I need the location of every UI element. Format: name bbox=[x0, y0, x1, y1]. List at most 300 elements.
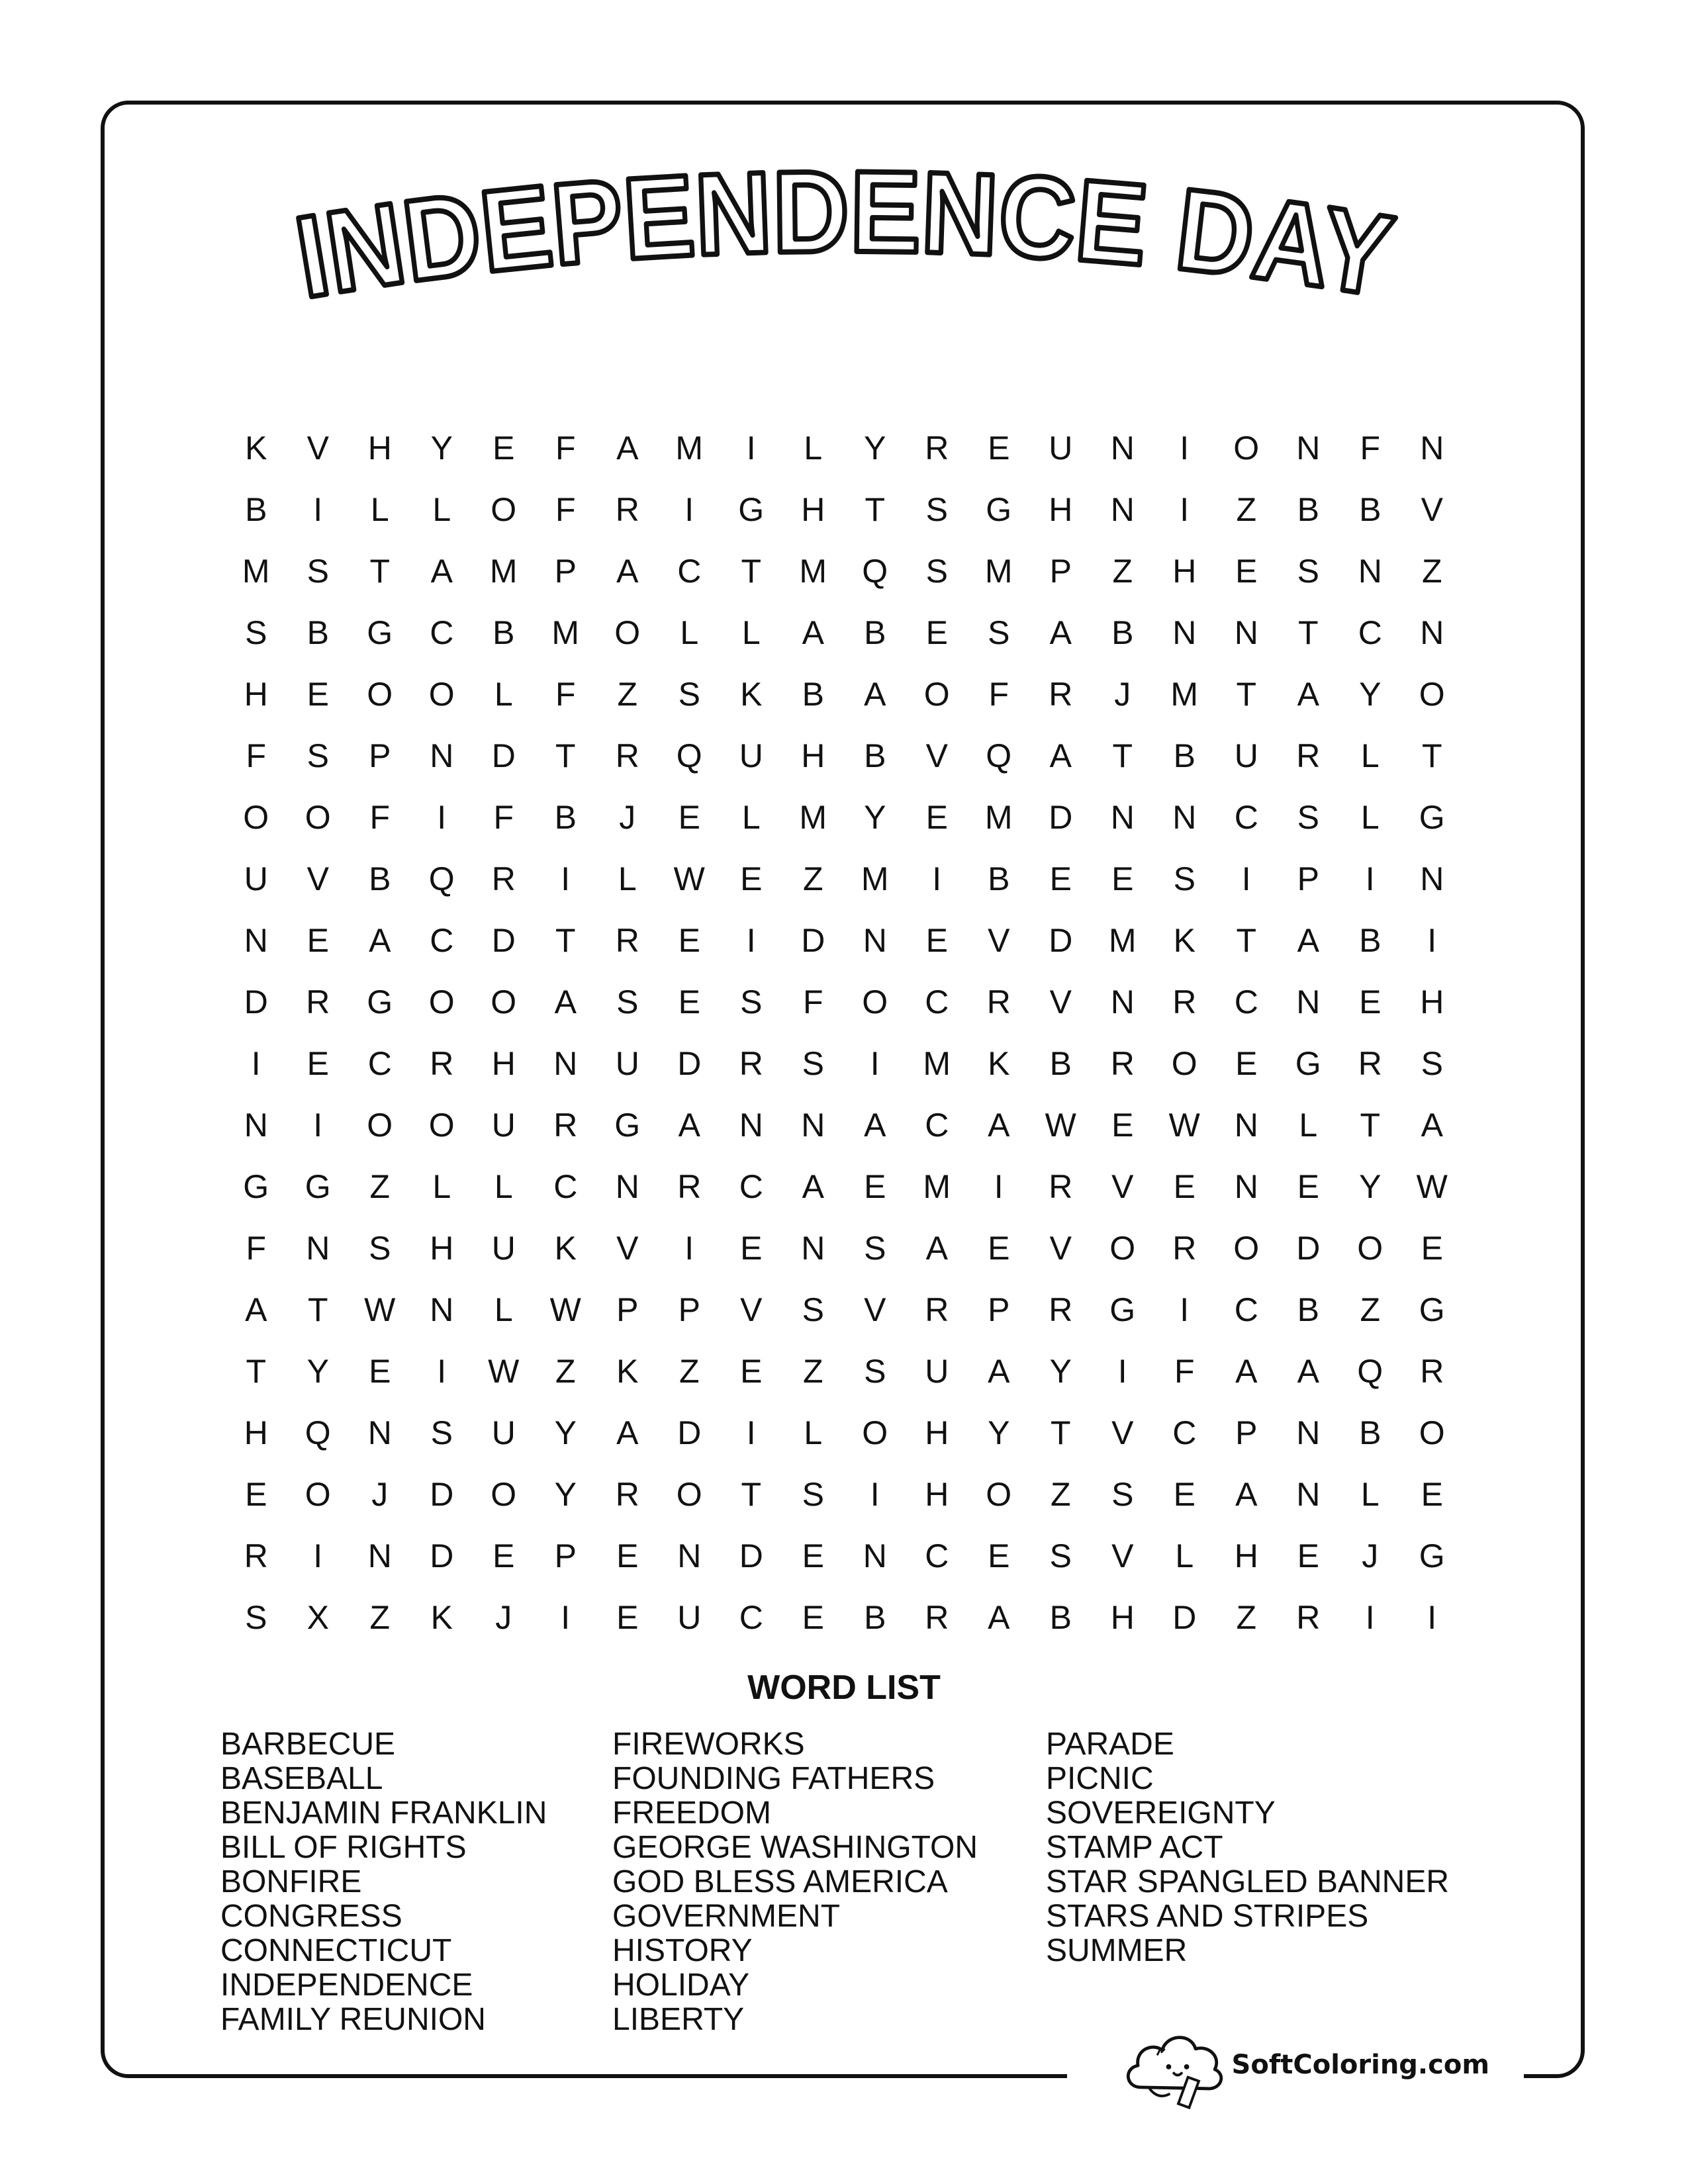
grid-letter: H bbox=[1172, 552, 1197, 590]
grid-letter: L bbox=[680, 614, 699, 651]
grid-letter: E bbox=[245, 1475, 267, 1513]
grid-letter: O bbox=[491, 1475, 517, 1513]
grid-letter: A bbox=[616, 429, 639, 467]
grid-letter: N bbox=[863, 921, 887, 959]
grid-letter: B bbox=[1359, 921, 1382, 959]
grid-letter: O bbox=[1109, 1229, 1136, 1267]
grid-letter: D bbox=[430, 1475, 454, 1513]
grid-letter: M bbox=[861, 860, 889, 897]
grid-letter: A bbox=[616, 552, 639, 590]
grid-row bbox=[225, 848, 1463, 909]
word-list-item: STAMP ACT bbox=[1046, 1830, 1223, 1865]
grid-letter: N bbox=[1420, 614, 1444, 651]
grid-letter: N bbox=[1296, 1414, 1321, 1451]
grid-letter: V bbox=[306, 860, 329, 897]
grid-letter: T bbox=[1236, 675, 1257, 713]
grid-letter: C bbox=[1172, 1414, 1197, 1451]
grid-letter: H bbox=[1110, 1598, 1135, 1636]
grid-letter: N bbox=[863, 1537, 887, 1574]
grid-letter: R bbox=[491, 860, 516, 897]
grid-letter: L bbox=[804, 429, 823, 467]
grid-letter: R bbox=[615, 737, 639, 774]
grid-letter: A bbox=[1049, 737, 1072, 774]
word-list-item: GEORGE WASHINGTON bbox=[612, 1830, 978, 1865]
grid-letter: N bbox=[1420, 860, 1444, 897]
grid-letter: E bbox=[1235, 1044, 1258, 1082]
grid-letter: R bbox=[1110, 1044, 1135, 1082]
grid-letter: G bbox=[367, 983, 393, 1021]
grid-letter: E bbox=[1235, 552, 1258, 590]
grid-letter: N bbox=[1110, 429, 1135, 467]
grid-letter: M bbox=[799, 552, 827, 590]
grid-letter: N bbox=[1296, 1475, 1321, 1513]
grid-letter: E bbox=[925, 614, 948, 651]
grid-letter: R bbox=[1049, 675, 1073, 713]
grid-letter: H bbox=[1420, 983, 1444, 1021]
grid-letter: S bbox=[430, 1414, 453, 1451]
grid-letter: S bbox=[678, 675, 700, 713]
grid-letter: B bbox=[369, 860, 391, 897]
grid-letter: C bbox=[1234, 983, 1258, 1021]
grid-letter: I bbox=[932, 860, 942, 897]
grid-letter: D bbox=[1049, 921, 1073, 959]
grid-letter: A bbox=[1297, 675, 1319, 713]
grid-letter: E bbox=[1173, 1475, 1196, 1513]
grid-letter: F bbox=[1360, 429, 1381, 467]
grid-letter: I bbox=[684, 490, 694, 528]
word-list-item: STAR SPANGLED BANNER bbox=[1046, 1864, 1450, 1899]
grid-letter: N bbox=[553, 1044, 578, 1082]
grid-letter: W bbox=[1045, 1106, 1076, 1144]
grid-row bbox=[225, 971, 1463, 1032]
word-list-item: STARS AND STRIPES bbox=[1046, 1899, 1369, 1934]
grid-letter: S bbox=[925, 490, 948, 528]
grid-letter: L bbox=[1360, 798, 1380, 836]
grid-letter: D bbox=[430, 1537, 454, 1574]
grid-letter: P bbox=[616, 1291, 639, 1328]
grid-row bbox=[225, 602, 1463, 663]
grid-letter: B bbox=[554, 798, 577, 836]
grid-letter: V bbox=[1111, 1167, 1134, 1205]
grid-letter: N bbox=[615, 1167, 639, 1205]
grid-letter: J bbox=[1362, 1537, 1379, 1574]
grid-letter: G bbox=[367, 614, 393, 651]
grid-letter: K bbox=[245, 429, 267, 467]
grid-letter: N bbox=[1172, 614, 1197, 651]
grid-letter: L bbox=[1175, 1537, 1194, 1574]
grid-letter: H bbox=[430, 1229, 454, 1267]
grid-letter: I bbox=[746, 921, 756, 959]
grid-letter: L bbox=[432, 1167, 451, 1205]
grid-letter: O bbox=[367, 1106, 393, 1144]
grid-letter: T bbox=[1050, 1414, 1071, 1451]
grid-letter: H bbox=[1049, 490, 1073, 528]
grid-letter: U bbox=[739, 737, 763, 774]
grid-letter: G bbox=[986, 490, 1012, 528]
grid-letter: B bbox=[864, 737, 886, 774]
grid-letter: O bbox=[367, 675, 393, 713]
grid-letter: Y bbox=[1049, 1352, 1072, 1390]
grid-letter: Z bbox=[1421, 552, 1442, 590]
word-list-item: SUMMER bbox=[1046, 1933, 1188, 1968]
grid-letter: M bbox=[799, 798, 827, 836]
grid-letter: B bbox=[1297, 490, 1319, 528]
grid-letter: G bbox=[305, 1167, 331, 1205]
grid-letter: V bbox=[1049, 1229, 1072, 1267]
grid-letter: N bbox=[244, 921, 268, 959]
grid-letter: W bbox=[364, 1291, 396, 1328]
grid-letter: E bbox=[1173, 1167, 1196, 1205]
grid-letter: C bbox=[430, 614, 454, 651]
word-list-item: PICNIC bbox=[1046, 1761, 1154, 1796]
grid-letter: Z bbox=[679, 1352, 700, 1390]
grid-letter: D bbox=[491, 921, 516, 959]
grid-letter: M bbox=[675, 429, 704, 467]
grid-letter: D bbox=[244, 983, 268, 1021]
grid-letter: R bbox=[1296, 737, 1321, 774]
grid-letter: K bbox=[554, 1229, 577, 1267]
grid-letter: H bbox=[244, 1414, 268, 1451]
grid-letter: I bbox=[1180, 429, 1190, 467]
word-list-item: LIBERTY bbox=[612, 2002, 745, 2037]
word-list-item: CONNECTICUT bbox=[220, 1933, 452, 1968]
grid-letter: N bbox=[1420, 429, 1444, 467]
grid-letter: O bbox=[243, 798, 269, 836]
grid-letter: O bbox=[1357, 1229, 1383, 1267]
grid-letter: F bbox=[988, 675, 1009, 713]
grid-letter: I bbox=[313, 1537, 323, 1574]
grid-letter: Y bbox=[988, 1414, 1010, 1451]
grid-letter: Z bbox=[617, 675, 638, 713]
cloud-pencil-mascot-icon bbox=[1119, 2015, 1228, 2115]
grid-letter: M bbox=[551, 614, 580, 651]
grid-letter: G bbox=[738, 490, 765, 528]
grid-letter: E bbox=[306, 1044, 329, 1082]
grid-letter: T bbox=[741, 1475, 762, 1513]
grid-letter: L bbox=[432, 490, 451, 528]
grid-letter: Z bbox=[1050, 1475, 1071, 1513]
grid-letter: D bbox=[1049, 798, 1073, 836]
svg-text:INDEPENDENCE DAY bbox=[287, 147, 1408, 323]
grid-letter: N bbox=[801, 1229, 825, 1267]
grid-letter: D bbox=[739, 1537, 763, 1574]
grid-letter: G bbox=[1419, 1291, 1445, 1328]
grid-letter: R bbox=[1049, 1291, 1073, 1328]
grid-letter: O bbox=[305, 798, 331, 836]
grid-letter: N bbox=[367, 1414, 392, 1451]
grid-letter: T bbox=[1360, 1106, 1381, 1144]
grid-letter: V bbox=[1421, 490, 1443, 528]
grid-letter: I bbox=[1427, 921, 1437, 959]
grid-letter: A bbox=[988, 1352, 1010, 1390]
word-list-item: HOLIDAY bbox=[612, 1968, 750, 2003]
grid-letter: N bbox=[367, 1537, 392, 1574]
grid-letter: U bbox=[491, 1106, 516, 1144]
grid-letter: E bbox=[1421, 1475, 1443, 1513]
grid-letter: I bbox=[1365, 860, 1375, 897]
grid-row bbox=[225, 663, 1463, 725]
grid-letter: Y bbox=[1359, 1167, 1382, 1205]
grid-letter: S bbox=[864, 1229, 886, 1267]
grid-letter: M bbox=[1108, 921, 1137, 959]
grid-letter: S bbox=[306, 552, 329, 590]
word-list-title: WORD LIST bbox=[747, 1668, 941, 1707]
grid-row bbox=[225, 1340, 1463, 1402]
grid-letter: S bbox=[740, 983, 763, 1021]
grid-row bbox=[225, 1279, 1463, 1340]
grid-letter: C bbox=[1234, 798, 1258, 836]
grid-letter: P bbox=[1297, 860, 1319, 897]
grid-letter: E bbox=[492, 1537, 515, 1574]
grid-letter: F bbox=[1174, 1352, 1195, 1390]
grid-letter: R bbox=[1172, 1229, 1197, 1267]
grid-letter: N bbox=[430, 737, 454, 774]
grid-letter: C bbox=[739, 1167, 763, 1205]
grid-letter: F bbox=[369, 798, 391, 836]
grid-letter: E bbox=[988, 1537, 1010, 1574]
grid-letter: B bbox=[1297, 1291, 1319, 1328]
grid-letter: E bbox=[616, 1598, 639, 1636]
grid-letter: G bbox=[243, 1167, 269, 1205]
grid-letter: E bbox=[1297, 1537, 1319, 1574]
grid-letter: K bbox=[616, 1352, 639, 1390]
grid-row bbox=[225, 786, 1463, 848]
grid-letter: R bbox=[677, 1167, 702, 1205]
grid-letter: D bbox=[801, 921, 825, 959]
grid-letter: H bbox=[801, 490, 825, 528]
grid-letter: R bbox=[306, 983, 330, 1021]
grid-letter: O bbox=[862, 1414, 888, 1451]
grid-letter: C bbox=[925, 1106, 949, 1144]
grid-letter: L bbox=[494, 1291, 513, 1328]
grid-letter: Y bbox=[1359, 675, 1382, 713]
grid-row bbox=[225, 909, 1463, 971]
grid-letter: B bbox=[1049, 1044, 1072, 1082]
grid-letter: L bbox=[370, 490, 389, 528]
grid-row bbox=[225, 1094, 1463, 1156]
grid-letter: Z bbox=[1236, 490, 1257, 528]
word-list-item: PARADE bbox=[1046, 1727, 1174, 1762]
grid-letter: E bbox=[1111, 1106, 1134, 1144]
grid-letter: G bbox=[1295, 1044, 1321, 1082]
grid-letter: E bbox=[864, 1167, 886, 1205]
grid-letter: M bbox=[984, 552, 1013, 590]
grid-letter: R bbox=[430, 1044, 454, 1082]
grid-letter: S bbox=[306, 737, 329, 774]
grid-letter: L bbox=[1299, 1106, 1318, 1144]
word-list-item: BARBECUE bbox=[220, 1727, 396, 1762]
grid-letter: J bbox=[495, 1598, 512, 1636]
grid-letter: R bbox=[739, 1044, 763, 1082]
grid-letter: P bbox=[1049, 552, 1072, 590]
grid-row bbox=[225, 1402, 1463, 1463]
brand-logo bbox=[1119, 2015, 1489, 2115]
grid-letter: Z bbox=[1112, 552, 1133, 590]
grid-letter: I bbox=[251, 1044, 261, 1082]
grid-letter: W bbox=[673, 860, 705, 897]
grid-letter: G bbox=[1419, 798, 1445, 836]
grid-letter: N bbox=[801, 1106, 825, 1144]
word-list-item: BONFIRE bbox=[220, 1864, 362, 1899]
grid-letter: A bbox=[1297, 1352, 1319, 1390]
grid-letter: P bbox=[554, 1537, 577, 1574]
grid-letter: R bbox=[553, 1106, 578, 1144]
grid-letter: A bbox=[1049, 614, 1072, 651]
word-list-item: INDEPENDENCE bbox=[220, 1968, 473, 2003]
grid-letter: C bbox=[739, 1598, 763, 1636]
grid-letter: P bbox=[369, 737, 391, 774]
grid-letter: L bbox=[494, 1167, 513, 1205]
grid-letter: P bbox=[554, 552, 577, 590]
grid-letter: M bbox=[984, 798, 1013, 836]
grid-letter: Q bbox=[862, 552, 888, 590]
grid-letter: I bbox=[1241, 860, 1251, 897]
grid-letter: C bbox=[1234, 1291, 1258, 1328]
grid-letter: J bbox=[1114, 675, 1131, 713]
grid-letter: R bbox=[925, 429, 949, 467]
grid-letter: H bbox=[367, 429, 392, 467]
grid-letter: C bbox=[553, 1167, 578, 1205]
grid-letter: I bbox=[1180, 490, 1190, 528]
grid-letter: Q bbox=[676, 737, 702, 774]
grid-letter: P bbox=[1235, 1414, 1258, 1451]
grid-letter: I bbox=[561, 1598, 571, 1636]
grid-letter: V bbox=[306, 429, 329, 467]
grid-letter: I bbox=[870, 1475, 880, 1513]
grid-letter: V bbox=[925, 737, 948, 774]
grid-letter: N bbox=[1110, 798, 1135, 836]
grid-letter: I bbox=[1180, 1291, 1190, 1328]
grid-letter: F bbox=[555, 490, 576, 528]
grid-letter: Y bbox=[430, 429, 453, 467]
grid-letter: O bbox=[1233, 429, 1260, 467]
grid-letter: Y bbox=[554, 1414, 577, 1451]
grid-letter: D bbox=[677, 1414, 702, 1451]
grid-letter: N bbox=[677, 1537, 702, 1574]
grid-row bbox=[225, 1032, 1463, 1094]
word-list-item: BENJAMIN FRANKLIN bbox=[220, 1796, 547, 1831]
grid-letter: E bbox=[1297, 1167, 1319, 1205]
grid-letter: U bbox=[677, 1598, 702, 1636]
grid-letter: L bbox=[494, 675, 513, 713]
grid-letter: W bbox=[488, 1352, 520, 1390]
word-list-item: SOVEREIGNTY bbox=[1046, 1796, 1276, 1831]
grid-letter: S bbox=[1111, 1475, 1134, 1513]
grid-letter: O bbox=[428, 983, 455, 1021]
grid-letter: Z bbox=[369, 1167, 391, 1205]
grid-letter: B bbox=[306, 614, 329, 651]
grid-letter: W bbox=[549, 1291, 581, 1328]
grid-letter: A bbox=[1235, 1352, 1258, 1390]
grid-letter: T bbox=[555, 921, 576, 959]
grid-letter: I bbox=[437, 798, 447, 836]
grid-letter: H bbox=[925, 1475, 949, 1513]
grid-letter: R bbox=[986, 983, 1011, 1021]
grid-letter: S bbox=[245, 1598, 267, 1636]
grid-letter: E bbox=[1049, 860, 1072, 897]
grid-letter: R bbox=[1296, 1598, 1321, 1636]
grid-letter: F bbox=[555, 429, 576, 467]
word-list-item: FIREWORKS bbox=[612, 1727, 805, 1762]
grid-letter: F bbox=[493, 798, 514, 836]
grid-letter: A bbox=[1421, 1106, 1443, 1144]
grid-letter: O bbox=[1419, 1414, 1445, 1451]
grid-letter: Z bbox=[1360, 1291, 1381, 1328]
grid-letter: N bbox=[1234, 1106, 1258, 1144]
grid-letter: O bbox=[428, 1106, 455, 1144]
grid-letter: E bbox=[616, 1537, 639, 1574]
grid-letter: L bbox=[741, 614, 761, 651]
grid-letter: V bbox=[1049, 983, 1072, 1021]
grid-letter: E bbox=[988, 1229, 1010, 1267]
grid-letter: B bbox=[864, 1598, 886, 1636]
grid-letter: U bbox=[925, 1352, 949, 1390]
grid-letter: B bbox=[1111, 614, 1134, 651]
grid-letter: G bbox=[1419, 1537, 1445, 1574]
grid-letter: K bbox=[988, 1044, 1010, 1082]
grid-letter: O bbox=[491, 490, 517, 528]
grid-letter: S bbox=[802, 1044, 824, 1082]
grid-letter: B bbox=[492, 614, 515, 651]
grid-letter: N bbox=[1234, 614, 1258, 651]
grid-letter: N bbox=[1296, 429, 1321, 467]
grid-letter: N bbox=[430, 1291, 454, 1328]
grid-letter: E bbox=[925, 921, 948, 959]
grid-letter: E bbox=[492, 429, 515, 467]
grid-letter: E bbox=[1111, 860, 1134, 897]
grid-letter: E bbox=[740, 860, 763, 897]
grid-letter: H bbox=[491, 1044, 516, 1082]
word-list-item: BILL OF RIGHTS bbox=[220, 1830, 467, 1865]
grid-letter: R bbox=[1172, 983, 1197, 1021]
grid-letter: P bbox=[678, 1291, 700, 1328]
grid-letter: Q bbox=[1357, 1352, 1383, 1390]
grid-letter: S bbox=[369, 1229, 391, 1267]
grid-letter: G bbox=[1109, 1291, 1136, 1328]
grid-letter: S bbox=[802, 1291, 824, 1328]
grid-letter: M bbox=[489, 552, 518, 590]
grid-letter: A bbox=[1235, 1475, 1258, 1513]
grid-row bbox=[225, 1586, 1463, 1648]
grid-letter: V bbox=[864, 1291, 886, 1328]
grid-letter: B bbox=[1049, 1598, 1072, 1636]
grid-letter: A bbox=[988, 1106, 1010, 1144]
grid-letter: R bbox=[925, 1598, 949, 1636]
grid-letter: A bbox=[678, 1106, 700, 1144]
grid-letter: T bbox=[1112, 737, 1133, 774]
grid-letter: O bbox=[676, 1475, 702, 1513]
grid-letter: E bbox=[802, 1537, 824, 1574]
word-list-item: HISTORY bbox=[612, 1933, 753, 1968]
grid-letter: I bbox=[313, 1106, 323, 1144]
grid-letter: S bbox=[1297, 798, 1319, 836]
grid-letter: R bbox=[1049, 1167, 1073, 1205]
grid-letter: D bbox=[677, 1044, 702, 1082]
grid-letter: M bbox=[923, 1044, 951, 1082]
grid-row bbox=[225, 478, 1463, 540]
grid-letter: Q bbox=[305, 1414, 331, 1451]
page-title bbox=[287, 147, 1408, 351]
grid-letter: A bbox=[245, 1291, 267, 1328]
grid-letter: R bbox=[615, 921, 639, 959]
grid-letter: E bbox=[740, 1352, 763, 1390]
grid-letter: V bbox=[988, 921, 1010, 959]
grid-letter: A bbox=[988, 1598, 1010, 1636]
grid-letter: I bbox=[870, 1044, 880, 1082]
grid-letter: O bbox=[1419, 675, 1445, 713]
grid-letter: L bbox=[1360, 737, 1380, 774]
grid-letter: L bbox=[1360, 1475, 1380, 1513]
